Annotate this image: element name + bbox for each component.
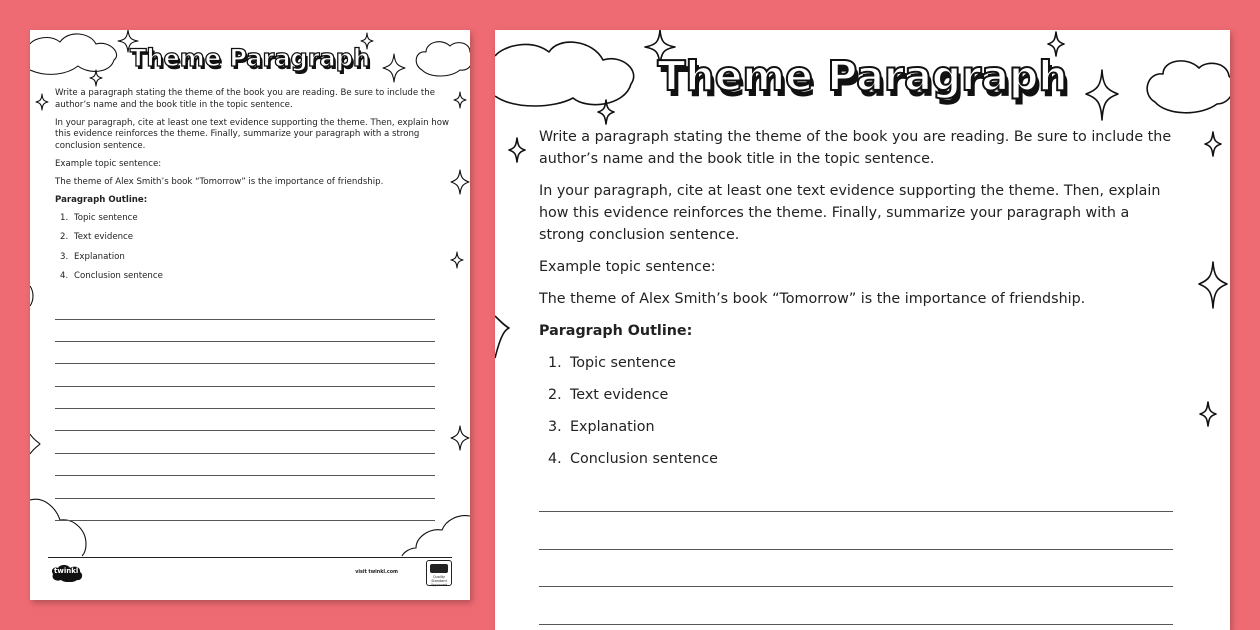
list-number: 2. bbox=[548, 387, 562, 403]
list-item-text: Topic sentence bbox=[74, 212, 138, 223]
list-item-text: Conclusion sentence bbox=[74, 271, 163, 281]
list-number: 4. bbox=[548, 451, 562, 467]
writing-line bbox=[55, 475, 435, 476]
twinkl-logo-text: twinkl bbox=[54, 567, 79, 575]
list-number: 1. bbox=[548, 355, 562, 371]
instructions-paragraph: In your paragraph, cite at least one text evidence supporting the theme. Then, explain how this evidence reinforces the theme. Finally, summarize your paragraph with a strong conclusion sentence. bbox=[55, 117, 450, 151]
page-title: Theme Paragraph bbox=[129, 44, 371, 72]
outline-heading: Paragraph Outline: bbox=[55, 194, 148, 205]
list-item-text: Explanation bbox=[74, 251, 125, 262]
list-number: 3. bbox=[60, 251, 69, 262]
writing-line bbox=[55, 363, 435, 364]
list-item-text: Text evidence bbox=[74, 232, 134, 242]
list-item-text: Topic sentence bbox=[570, 355, 676, 371]
writing-line bbox=[55, 319, 435, 320]
example-label: Example topic sentence: bbox=[55, 158, 162, 169]
badge-text: Quality Standard Approved bbox=[430, 575, 448, 587]
instructions-paragraph: Write a paragraph stating the theme of the book you are reading. Be sure to include the author’s name and the book title in the topic sentence. bbox=[539, 129, 1172, 167]
list-item-text: Conclusion sentence bbox=[570, 451, 718, 467]
writing-line bbox=[55, 386, 435, 387]
writing-line bbox=[55, 520, 435, 521]
writing-line bbox=[55, 453, 435, 454]
list-number: 1. bbox=[60, 212, 69, 223]
worksheet-body bbox=[55, 88, 455, 291]
writing-line bbox=[539, 586, 1173, 587]
worksheet-page-preview bbox=[30, 30, 470, 600]
writing-line bbox=[539, 511, 1173, 512]
list-item-text: Explanation bbox=[570, 419, 655, 435]
list-number: 4. bbox=[60, 271, 69, 281]
outline-list bbox=[55, 213, 455, 283]
writing-line bbox=[539, 624, 1173, 625]
list-item bbox=[539, 352, 1179, 374]
list-number: 2. bbox=[60, 232, 69, 242]
quality-badge-icon bbox=[426, 560, 452, 586]
outline-list bbox=[539, 352, 1179, 470]
list-number: 3. bbox=[548, 419, 562, 435]
list-item bbox=[539, 416, 1179, 438]
footer-divider bbox=[48, 557, 452, 558]
page-title: Theme Paragraph bbox=[657, 52, 1068, 100]
instructions-paragraph: In your paragraph, cite at least one text evidence supporting the theme. Then, explain how this evidence reinforces the theme. Finally, summarize your paragraph with a strong conclusion sentence. bbox=[539, 183, 1161, 243]
worksheet-body bbox=[539, 126, 1179, 480]
worksheet-zoomed-preview bbox=[495, 30, 1230, 630]
list-item bbox=[55, 213, 455, 225]
writing-line bbox=[55, 341, 435, 342]
list-item bbox=[55, 271, 455, 283]
example-sentence: The theme of Alex Smith’s book “Tomorrow” is the importance of friendship. bbox=[539, 291, 1086, 307]
writing-line bbox=[539, 549, 1173, 550]
example-label: Example topic sentence: bbox=[539, 259, 716, 275]
writing-line bbox=[55, 430, 435, 431]
list-item-text: Text evidence bbox=[570, 387, 669, 403]
instructions-paragraph: Write a paragraph stating the theme of the book you are reading. Be sure to include the author’s name and the book title in the topic sentence. bbox=[55, 88, 435, 110]
writing-line bbox=[55, 498, 435, 499]
footer-url: visit twinkl.com bbox=[355, 570, 398, 575]
writing-line bbox=[55, 408, 435, 409]
list-item bbox=[55, 232, 455, 244]
list-item bbox=[539, 384, 1179, 406]
list-item bbox=[539, 448, 1179, 470]
example-sentence: The theme of Alex Smith’s book “Tomorrow” is the importance of friendship. bbox=[55, 176, 384, 187]
outline-heading: Paragraph Outline: bbox=[539, 323, 693, 339]
list-item bbox=[55, 252, 455, 264]
